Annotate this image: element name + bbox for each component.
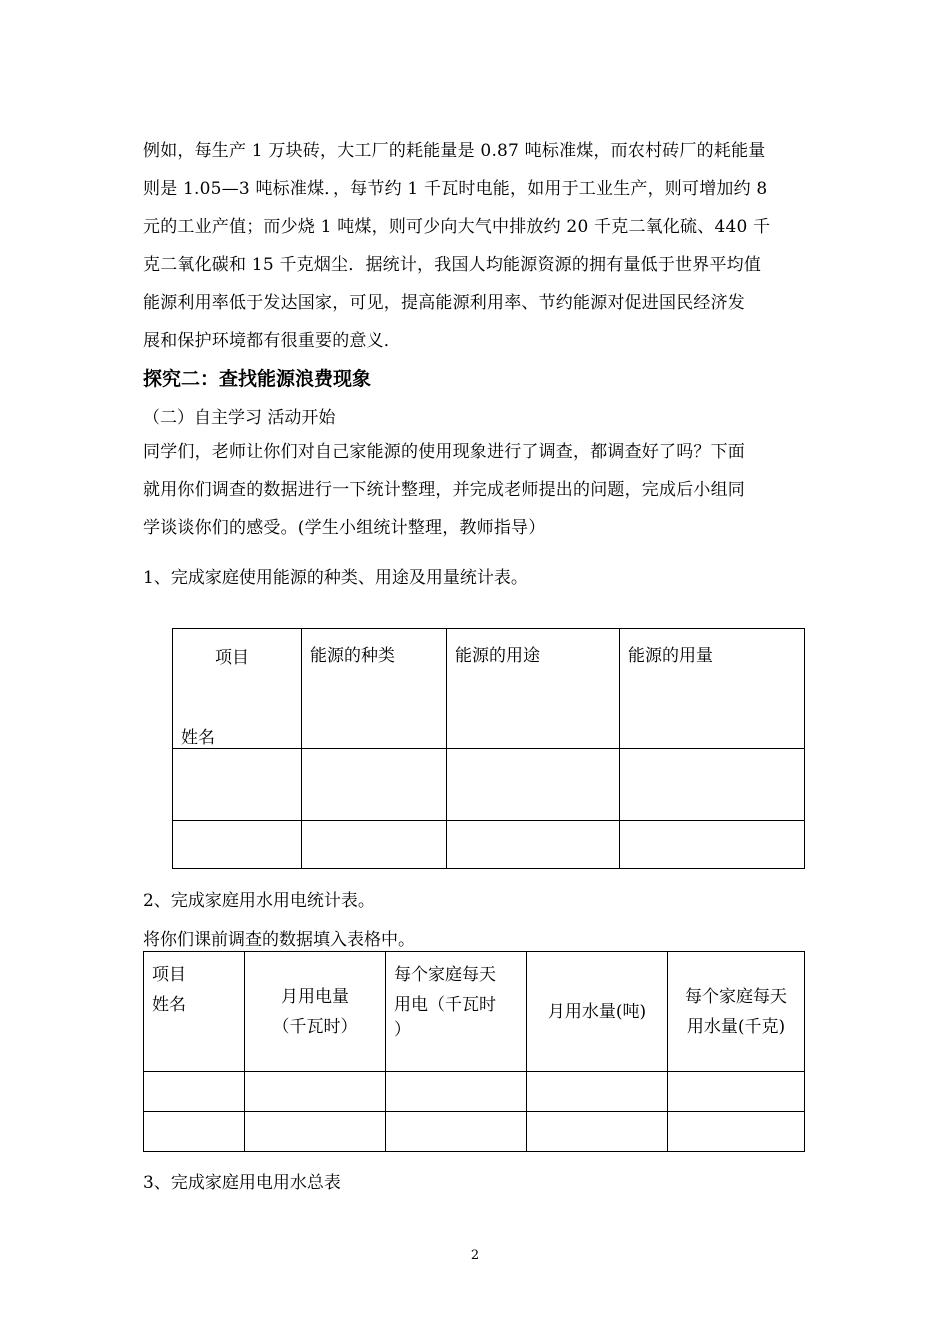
task2-note: 将你们课前调查的数据填入表格中。 xyxy=(143,930,415,950)
table2-col1-line1: 月用电量 xyxy=(281,986,349,1007)
table2-col1-line2: （千瓦时） xyxy=(272,1016,358,1037)
table2-cell[interactable] xyxy=(668,1072,805,1112)
table2-header-monthly-electricity xyxy=(245,952,386,1072)
table1-header-amount: 能源的用量 xyxy=(620,629,805,749)
table2-cell[interactable] xyxy=(144,1072,245,1112)
table2-col2-line2: 用电（千瓦时 xyxy=(394,995,496,1015)
section-subheading: （二）自主学习 活动开始 xyxy=(143,408,336,428)
intro-line: 能源利用率低于发达国家，可见，提高能源利用率、节约能源对促进国民经济发 xyxy=(143,293,745,313)
table2-cell[interactable] xyxy=(386,1072,527,1112)
table1-header-use: 能源的用途 xyxy=(447,629,620,749)
table2-cell[interactable] xyxy=(668,1112,805,1152)
table2-cell[interactable] xyxy=(245,1112,386,1152)
table1-cell[interactable] xyxy=(620,749,805,821)
table2-header-daily-electricity xyxy=(386,952,527,1072)
table2-cell[interactable] xyxy=(245,1072,386,1112)
table1-cell[interactable] xyxy=(447,749,620,821)
table2-cell[interactable] xyxy=(386,1112,527,1152)
table2-corner-bottom: 姓名 xyxy=(152,995,186,1015)
table2-header-daily-water xyxy=(668,952,805,1072)
table2-cell[interactable] xyxy=(527,1112,668,1152)
table1-cell[interactable] xyxy=(173,749,302,821)
intro-line: 元的工业产值；而少烧 1 吨煤，则可少向大气中排放约 20 千克二氧化硫、440 千 xyxy=(143,217,771,237)
water-electricity-table xyxy=(143,951,805,1152)
intro-line: 例如，每生产 1 万块砖，大工厂的耗能量是 0.87 吨标准煤，而农村砖厂的耗能量 xyxy=(143,141,766,161)
intro-paragraph xyxy=(143,132,807,360)
body-line: 就用你们调查的数据进行一下统计整理，并完成老师提出的问题，完成后小组同 xyxy=(143,480,745,500)
table1-corner-top: 项目 xyxy=(215,648,249,668)
intro-line: 克二氧化碳和 15 千克烟尘．据统计，我国人均能源资源的拥有量低于世界平均值 xyxy=(143,255,762,275)
table2-col4-line1: 每个家庭每天 xyxy=(685,986,787,1007)
table2-corner-cell xyxy=(144,952,245,1072)
body-line: 学谈谈你们的感受。(学生小组统计整理，教师指导） xyxy=(143,518,546,538)
task1-text: 1、完成家庭使用能源的种类、用途及用量统计表。 xyxy=(143,568,528,588)
table2-header-monthly-water: 月用水量(吨) xyxy=(527,952,668,1072)
energy-usage-table xyxy=(172,628,805,869)
task3-text: 3、完成家庭用电用水总表 xyxy=(143,1173,341,1193)
table1-header-type: 能源的种类 xyxy=(302,629,447,749)
table2-col2-line3: ） xyxy=(394,1020,411,1040)
page-number: 2 xyxy=(470,1248,480,1263)
table1-corner-bottom: 姓名 xyxy=(181,728,215,748)
table1-cell[interactable] xyxy=(302,749,447,821)
table1-corner-cell xyxy=(173,629,302,749)
table2-cell[interactable] xyxy=(527,1072,668,1112)
intro-line: 则是 1.05—3 吨标准煤．，每节约 1 千瓦时电能，如用于工业生产，则可增加约 8 xyxy=(143,179,768,199)
task2-text: 2、完成家庭用水用电统计表。 xyxy=(143,891,375,911)
table1-cell[interactable] xyxy=(447,821,620,869)
section-body xyxy=(143,433,807,547)
table1-cell[interactable] xyxy=(173,821,302,869)
body-line: 同学们，老师让你们对自己家能源的使用现象进行了调查，都调查好了吗？下面 xyxy=(143,442,745,462)
table1-cell[interactable] xyxy=(302,821,447,869)
section-heading: 探究二：查找能源浪费现象 xyxy=(143,368,372,390)
intro-line: 展和保护环境都有很重要的意义． xyxy=(143,331,401,351)
table2-cell[interactable] xyxy=(144,1112,245,1152)
table2-col4-line2: 用水量(千克) xyxy=(686,1016,786,1037)
table2-col2-line1: 每个家庭每天 xyxy=(394,965,496,985)
table1-cell[interactable] xyxy=(620,821,805,869)
table2-corner-top: 项目 xyxy=(152,965,186,985)
